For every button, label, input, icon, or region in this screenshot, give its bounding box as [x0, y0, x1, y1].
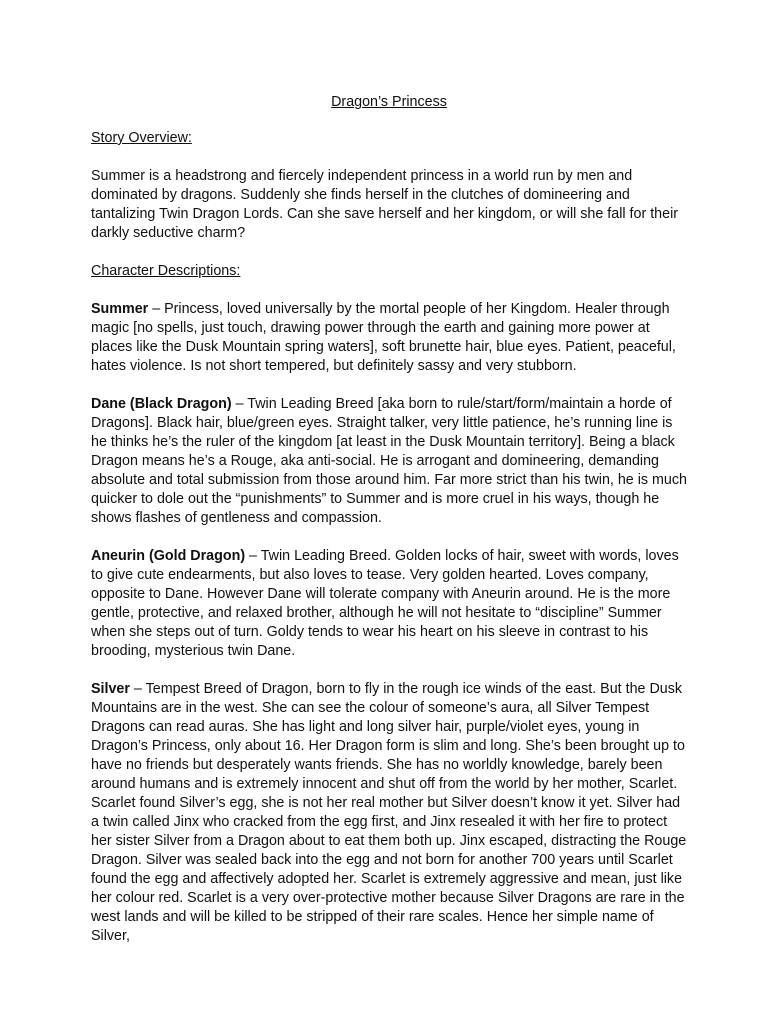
- document-page: [91, 93, 687, 965]
- character-name: Silver: [91, 681, 130, 697]
- character-description: – Twin Leading Breed. Golden locks of hair, sweet with words, loves to give cute endearments, but also loves to tease. Very golden hearted. Loves company, opposite to Dane. However Dane will tolerate company with Aneurin around. He is the more gentle, protective, and relaxed brother, although he will not hesitate to “discipline” Summer when she steps out of turn. Goldy tends to wear his heart on his sleeve in contrast to his brooding, mysterious twin Dane.: [91, 548, 679, 659]
- character-silver: [91, 680, 687, 946]
- character-aneurin: [91, 547, 687, 661]
- story-overview-paragraph: Summer is a headstrong and fiercely independent princess in a world run by men and dominated by dragons. Suddenly she finds herself in the clutches of domineering and tantalizing Twin Dragon Lords. Can she save herself and her kingdom, or will she fall for their darkly seductive charm?: [91, 168, 679, 241]
- character-description: – Princess, loved universally by the mortal people of her Kingdom. Healer through magic [no spells, just touch, drawing power through the earth and gaining more power at places like the Dusk Mountain spring waters], soft brunette hair, blue eyes. Patient, peaceful, hates violence. Is not short tempered, but definitely sassy and very stubborn.: [91, 301, 676, 374]
- character-name: Dane (Black Dragon): [91, 396, 232, 412]
- character-name: Aneurin (Gold Dragon): [91, 548, 246, 564]
- character-summer: [91, 300, 687, 376]
- story-overview-heading: Story Overview:: [91, 130, 192, 146]
- character-dane: [91, 395, 687, 528]
- character-name: Summer: [91, 301, 149, 317]
- document-title: Dragon’s Princess: [331, 94, 447, 110]
- character-descriptions-heading: Character Descriptions:: [91, 263, 241, 279]
- character-description: – Twin Leading Breed [aka born to rule/start/form/maintain a horde of Dragons]. Black hair, blue/green eyes. Straight talker, very little patience, he’s running line is he thinks he’s the ruler of the kingdom [at least in the Dusk Mountain territory]. Being a black Dragon means he’s a Rouge, aka anti-social. He is arrogant and domineering, demanding absolute and total submission from those around him. Far more strict than his twin, he is much quicker to dole out the “punishments” to Summer and is more cruel in his ways, though he shows flashes of gentleness and compassion.: [91, 396, 687, 526]
- character-description: – Tempest Breed of Dragon, born to fly in the rough ice winds of the east. But the Dusk Mountains are in the west. She can see the colour of someone’s aura, all Silver Tempest Dragons can read auras. She has light and long silver hair, purple/violet eyes, young in Dragon’s Princess, only about 16. Her Dragon form is slim and long. She’s been brought up to have no friends but desperately wants friends. She has no worldly knowledge, barely been around humans and is extremely innocent and shut off from the world by her mother, Scarlet. Scarlet found Silver’s egg, she is not her real mother but Silver doesn’t know it yet. Silver had a twin called Jinx who cracked from the egg first, and Jinx resealed it with her fire to protect her sister Silver from a Dragon about to eat them both up. Jinx escaped, distracting the Rouge Dragon. Silver was sealed back into the egg and not born for another 700 years until Scarlet found the egg and affectively adopted her. Scarlet is extremely aggressive and mean, just like her colour red. Scarlet is a very over-protective mother because Silver Dragons are rare in the west lands and will be killed to be stripped of their rare scales. Hence her simple name of Silver,: [91, 681, 687, 944]
